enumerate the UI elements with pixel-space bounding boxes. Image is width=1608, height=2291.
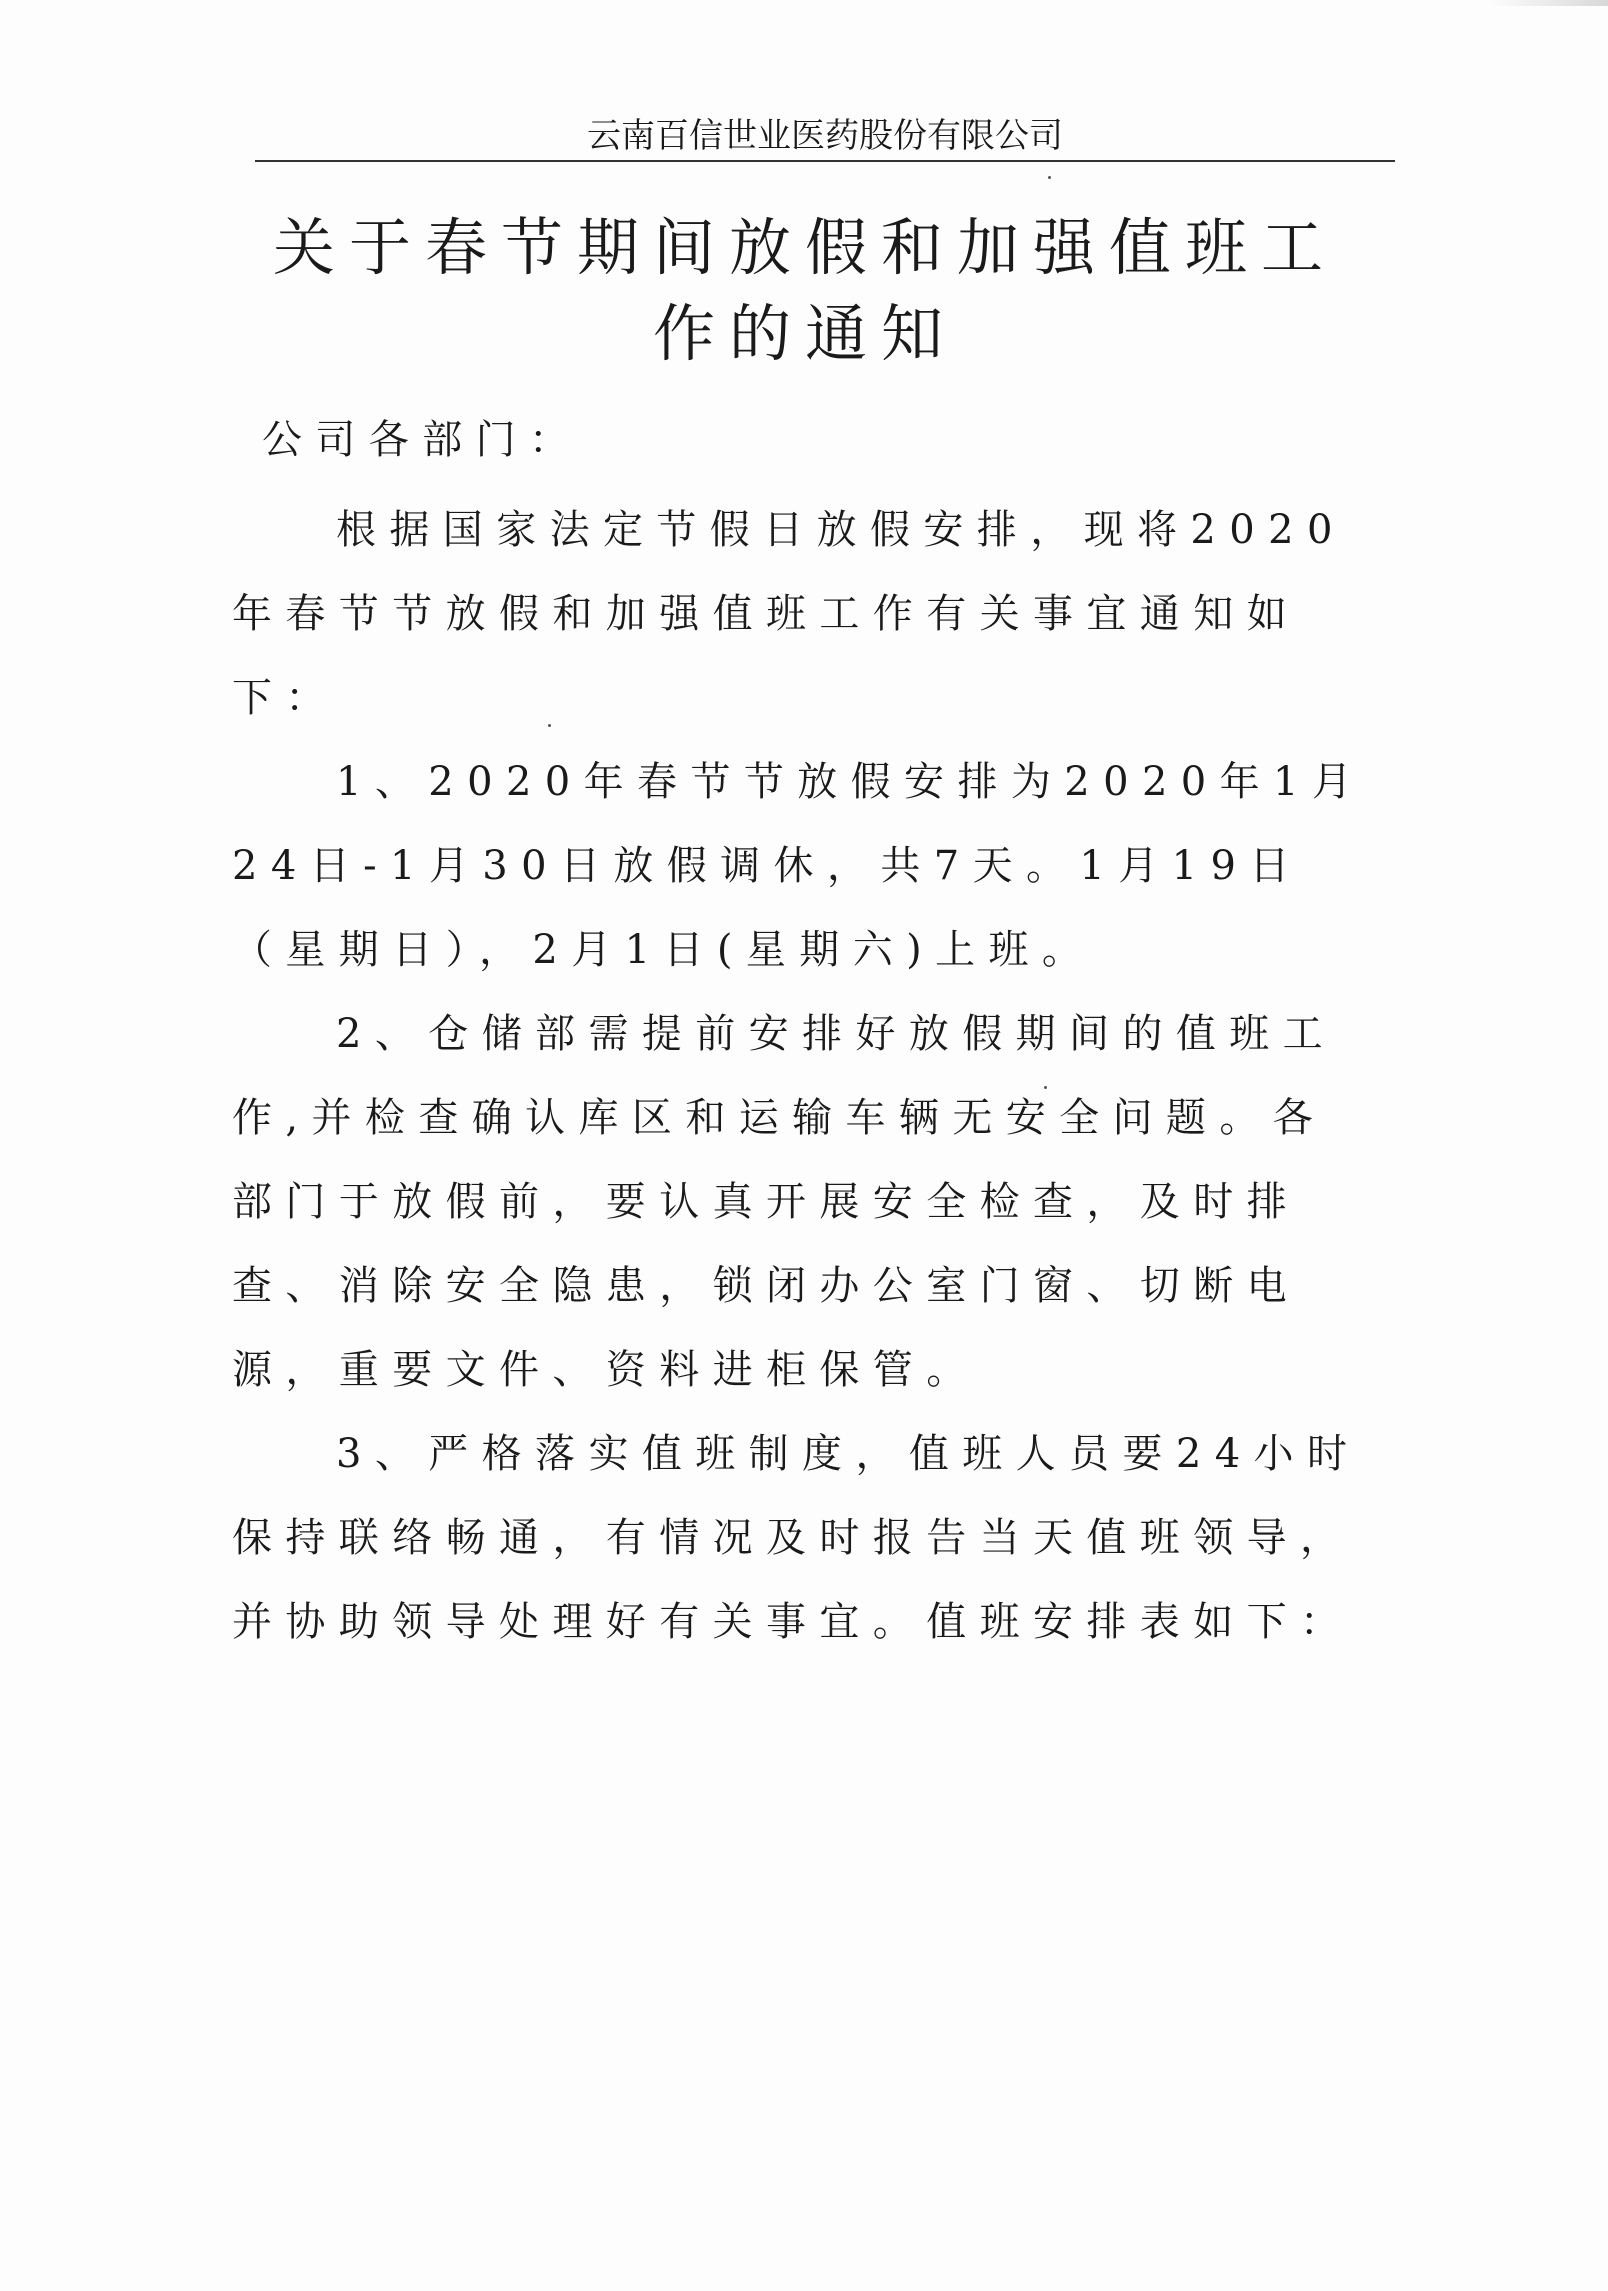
header-divider	[255, 160, 1395, 162]
paragraph-item-3: 3、严格落实值班制度，值班人员要24小时保持联络畅通，有情况及时报告当天值班领导，并协助领导处理好有关事宜。值班安排表如下：	[232, 1431, 1361, 1645]
scan-edge-shadow	[1488, 0, 1608, 6]
notice-title-line-1: 关于春节期间放假和加强值班工	[272, 211, 1337, 284]
paragraph-intro: 根据国家法定节假日放假安排，现将2020年春节节放假和加强值班工作有关事宜通知如下：	[232, 507, 1346, 721]
scan-speck	[548, 724, 551, 727]
paragraph-item-1: 1、2020年春节节放假安排为2020年1月24日-1月30日放假调休，共7天。1月19日（星期日），2月1日(星期六)上班。	[232, 759, 1366, 973]
notice-body	[232, 398, 1370, 1664]
scan-speck	[1048, 176, 1051, 179]
company-header: 云南百信世业医药股份有限公司	[587, 116, 1063, 156]
paragraph-item-2: 2、仓储部需提前安排好放假期间的值班工作,并检查确认库区和运输车辆无安全问题。各部门于放假前，要认真开展安全检查，及时排查、消除安全隐患，锁闭办公室门窗、切断电源，重要文件、资料进柜保管。	[232, 1011, 1337, 1393]
notice-title-line-2: 作的通知	[652, 297, 957, 370]
notice-title	[240, 205, 1370, 377]
scan-speck	[1044, 1086, 1047, 1089]
salutation: 公司各部门：	[262, 417, 583, 463]
